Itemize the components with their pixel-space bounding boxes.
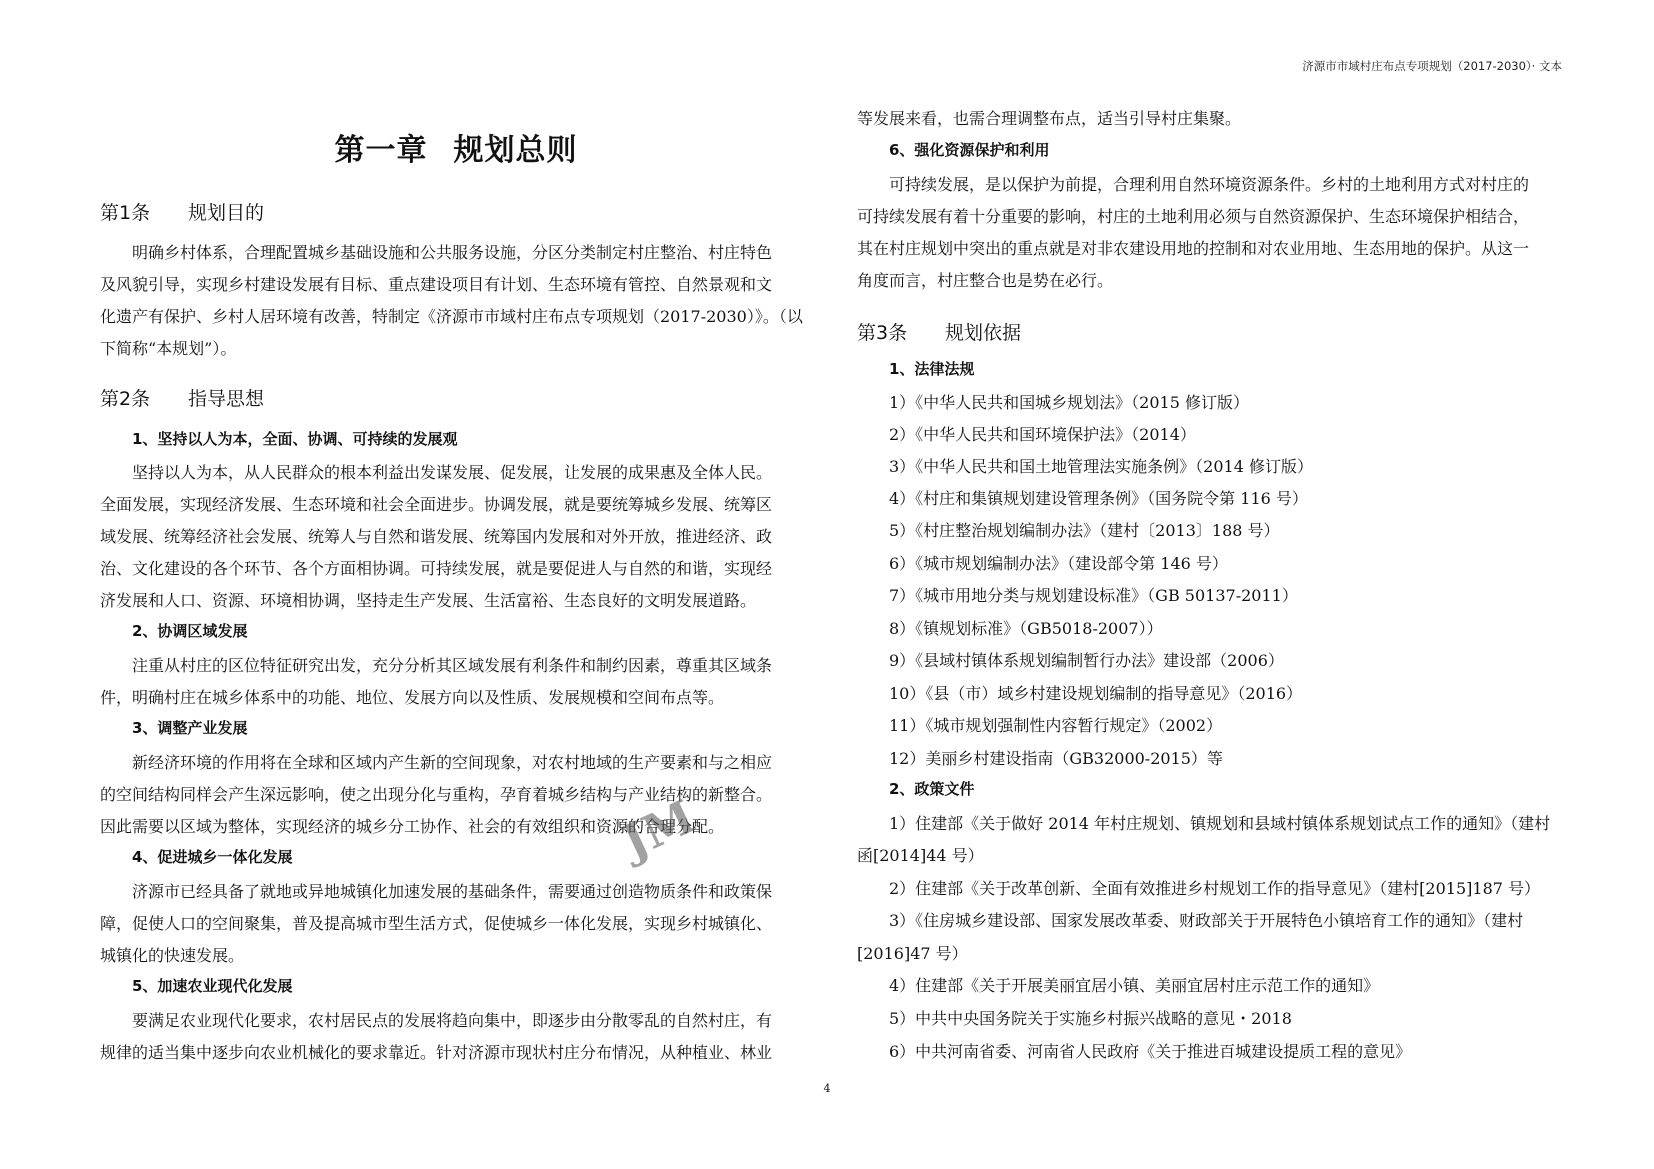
subsection-heading: 1、法律法规	[889, 360, 975, 378]
policy-item: 1）住建部《关于做好 2014 年村庄规划、镇规划和县域村镇体系规划试点工作的通知》（建村	[889, 814, 1551, 833]
paragraph-line: 因此需要以区域为整体，实现经济的城乡分工协作、社会的有效组织和资源的合理分配。	[100, 817, 725, 836]
paragraph-line: 注重从村庄的区位特征研究出发，充分分析其区域发展有利条件和制约因素，尊重其区域条	[132, 656, 773, 675]
article-2-heading	[100, 384, 264, 411]
policy-item-continued: 函[2014]44 号）	[857, 846, 984, 865]
subsection-heading: 5、加速农业现代化发展	[132, 977, 293, 995]
article-number: 第2条	[100, 388, 151, 410]
policy-item: 5）中共中央国务院关于实施乡村振兴战略的意见・2018	[889, 1009, 1292, 1028]
law-item: 3）《中华人民共和国土地管理法实施条例》（2014 修订版）	[889, 457, 1313, 476]
paragraph-line: 化遗产有保护、乡村人居环境有改善，特制定《济源市市域村庄布点专项规划（2017-2030）》。（以	[100, 307, 803, 326]
law-item: 7）《城市用地分类与规划建设标准》（GB 50137-2011）	[889, 586, 1298, 605]
article-number: 第3条	[857, 322, 908, 344]
chapter-title	[100, 125, 812, 169]
article-title: 指导思想	[188, 388, 265, 410]
subsection-heading: 1、坚持以人为本，全面、协调、可持续的发展观	[132, 430, 458, 448]
subsection-heading: 6、强化资源保护和利用	[889, 141, 1050, 159]
paragraph-line: 要满足农业现代化要求，农村居民点的发展将趋向集中，即逐步由分散零乱的自然村庄，有	[132, 1011, 773, 1030]
paragraph-line: 障，促使人口的空间聚集，普及提高城市型生活方式，促使城乡一体化发展，实现乡村城镇化、	[100, 914, 773, 933]
paragraph-line: 的空间结构同样会产生深远影响，使之出现分化与重构，孕育着城乡结构与产业结构的新整合。	[100, 785, 773, 804]
paragraph-line: 及风貌引导，实现乡村建设发展有目标、重点建设项目有计划、生态环境有管控、自然景观和文	[100, 275, 773, 294]
law-item: 2）《中华人民共和国环境保护法》（2014）	[889, 425, 1196, 444]
subsection-heading: 2、协调区域发展	[132, 622, 248, 640]
paragraph-line: 可持续发展有着十分重要的影响，村庄的土地利用必须与自然资源保护、生态环境保护相结合，	[857, 207, 1530, 226]
paragraph-line: 其在村庄规划中突出的重点就是对非农建设用地的控制和对农业用地、生态用地的保护。从这一	[857, 239, 1530, 258]
article-title: 规划依据	[945, 322, 1022, 344]
watermark-stamp	[612, 789, 703, 869]
paragraph-line: 件，明确村庄在城乡体系中的功能、地位、发展方向以及性质、发展规模和空间布点等。	[100, 688, 725, 707]
paragraph-line: 全面发展，实现经济发展、生态环境和社会全面进步。协调发展，就是要统筹城乡发展、统筹区	[100, 495, 773, 514]
paragraph-line: 角度而言，村庄整合也是势在必行。	[857, 271, 1114, 290]
paragraph-line: 可持续发展，是以保护为前提，合理利用自然环境资源条件。乡村的土地利用方式对村庄的	[889, 175, 1530, 194]
article-1-heading	[100, 198, 264, 225]
policy-item-continued: [2016]47 号）	[857, 944, 968, 963]
paragraph-line: 济源市已经具备了就地或异地城镇化加速发展的基础条件，需要通过创造物质条件和政策保	[132, 882, 773, 901]
policy-item: 2）住建部《关于改革创新、全面有效推进乡村规划工作的指导意见》（建村[2015]187 号）	[889, 879, 1541, 898]
law-item: 9）《县域村镇体系规划编制暂行办法》建设部（2006）	[889, 651, 1284, 670]
paragraph-line: 济发展和人口、资源、环境相协调，坚持走生产发展、生活富裕、生态良好的文明发展道路。	[100, 591, 757, 610]
subsection-heading: 3、调整产业发展	[132, 719, 248, 737]
page-number: 4	[823, 1082, 831, 1095]
article-number: 第1条	[100, 202, 151, 224]
paragraph-line: 规律的适当集中逐步向农业机械化的要求靠近。针对济源市现状村庄分布情况，从种植业、林业	[100, 1043, 773, 1062]
chapter-number: 第一章	[334, 133, 428, 168]
law-item: 4）《村庄和集镇规划建设管理条例》（国务院令第 116 号）	[889, 489, 1308, 508]
running-header: 济源市市域村庄布点专项规划（2017-2030）· 文本	[1302, 59, 1562, 73]
policy-item: 4）住建部《关于开展美丽宜居小镇、美丽宜居村庄示范工作的通知》	[889, 976, 1380, 995]
law-item: 6）《城市规划编制办法》（建设部令第 146 号）	[889, 554, 1228, 573]
law-item: 11）《城市规划强制性内容暂行规定》（2002）	[889, 716, 1223, 735]
paragraph-line: 等发展来看，也需合理调整布点，适当引导村庄集聚。	[857, 109, 1242, 128]
law-item: 12）美丽乡村建设指南（GB32000-2015）等	[889, 749, 1223, 768]
subsection-heading: 4、促进城乡一体化发展	[132, 848, 293, 866]
paragraph-line: 治、文化建设的各个环节、各个方面相协调。可持续发展，就是要促进人与自然的和谐，实现经	[100, 559, 773, 578]
subsection-heading: 2、政策文件	[889, 780, 975, 798]
paragraph-line: 新经济环境的作用将在全球和区域内产生新的空间现象，对农村地域的生产要素和与之相应	[132, 753, 773, 772]
policy-item: 3）《住房城乡建设部、国家发展改革委、财政部关于开展特色小镇培育工作的通知》（建村	[889, 911, 1524, 930]
paragraph-line: 坚持以人为本，从人民群众的根本利益出发谋发展、促发展，让发展的成果惠及全体人民。	[132, 463, 773, 482]
paragraph-line: 下简称“本规划”）。	[100, 339, 237, 358]
law-item: 5）《村庄整治规划编制办法》（建村〔2013〕188 号）	[889, 521, 1280, 540]
policy-item: 6）中共河南省委、河南省人民政府《关于推进百城建设提质工程的意见》	[889, 1042, 1412, 1061]
law-item: 10）《县（市）域乡村建设规划编制的指导意见》（2016）	[889, 684, 1303, 703]
law-item: 8）《镇规划标准》（GB5018-2007））	[889, 619, 1163, 638]
watermark-text: JM	[614, 789, 703, 869]
chapter-name: 规划总则	[453, 133, 578, 168]
paragraph-line: 域发展、统筹经济社会发展、统筹人与自然和谐发展、统筹国内发展和对外开放，推进经济、政	[100, 527, 773, 546]
paragraph-line: 明确乡村体系，合理配置城乡基础设施和公共服务设施，分区分类制定村庄整治、村庄特色	[132, 243, 773, 262]
article-3-heading	[857, 318, 1021, 345]
paragraph-line: 城镇化的快速发展。	[100, 946, 245, 965]
law-item: 1）《中华人民共和国城乡规划法》（2015 修订版）	[889, 393, 1249, 412]
article-title: 规划目的	[188, 202, 265, 224]
